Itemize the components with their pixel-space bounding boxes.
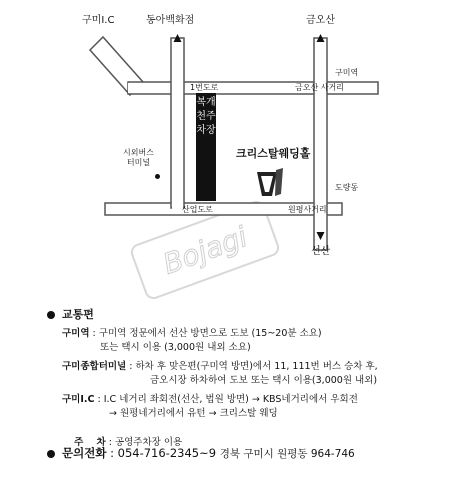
route-gumi-station: 구미역 : 구미역 정문에서 선산 방면으로 도보 (15~20분 소요) bbox=[62, 328, 322, 339]
route-terminal-line2: 금오시장 하차하여 도보 또는 택시 이용(3,000원 내외) bbox=[150, 375, 378, 386]
transport-info bbox=[0, 300, 456, 480]
bullet-icon bbox=[47, 450, 55, 458]
route-gumi-station-line2: 또는 택시 이용 (3,000원 내외 소요) bbox=[100, 342, 251, 353]
contact-address: 경북 구미시 원평동 964-746 bbox=[219, 448, 355, 460]
bus-terminal-marker bbox=[155, 174, 160, 179]
label-geumosan-intersection: 금오산 사거리 bbox=[295, 83, 344, 92]
label-wonpyeong-intersection: 원평사거리 bbox=[288, 205, 327, 214]
label-gumi-ic: 구미I.C bbox=[82, 15, 115, 26]
label-seonsan: 선산 bbox=[311, 246, 331, 257]
route-gumi-ic: 구미I.C : I.C 네거리 좌회전(선산, 법원 방면) → KBS네거리에서 우회전 bbox=[62, 394, 358, 405]
label-bus-terminal: 시외버스 터미널 bbox=[123, 148, 154, 167]
route-terminal: 구미종합터미널 : 하차 후 맞은편(구미역 방면)에서 11, 111번 버스 승차 후, bbox=[62, 361, 378, 372]
road-dong-a-vertical bbox=[171, 38, 184, 208]
label-dorang-dong: 도량동 bbox=[335, 183, 359, 192]
crystal-hall-marker-icon bbox=[257, 168, 283, 196]
label-crystal-wedding-hall: 크리스탈웨딩홀 bbox=[236, 147, 311, 160]
section-title: 교통편 bbox=[62, 308, 94, 321]
svg-text:Bojagi: Bojagi bbox=[158, 220, 252, 281]
route-parking: 주 차 : 공영주차장 이용 bbox=[74, 437, 183, 448]
label-road-1beon: 1번도로 bbox=[190, 83, 219, 92]
label-gumi-station: 구미역 bbox=[335, 68, 359, 77]
contact-line: 문의전화 : 054-716-2345~9 경북 구미시 원평동 964-746 bbox=[62, 446, 355, 460]
bullet-icon bbox=[47, 311, 55, 319]
road-geumosan-vertical bbox=[314, 38, 327, 250]
label-dong-a: 동아백화점 bbox=[146, 15, 195, 26]
contact-phone: 054-716-2345~9 bbox=[117, 446, 217, 460]
label-sanup-road: 산업도로 bbox=[182, 205, 213, 214]
label-geumosan: 금오산 bbox=[306, 15, 335, 26]
route-gumi-ic-line2: → 원평네거리에서 유턴 → 크리스탈 웨딩 bbox=[109, 408, 278, 419]
label-parking: 복개천주차장 bbox=[196, 97, 216, 136]
